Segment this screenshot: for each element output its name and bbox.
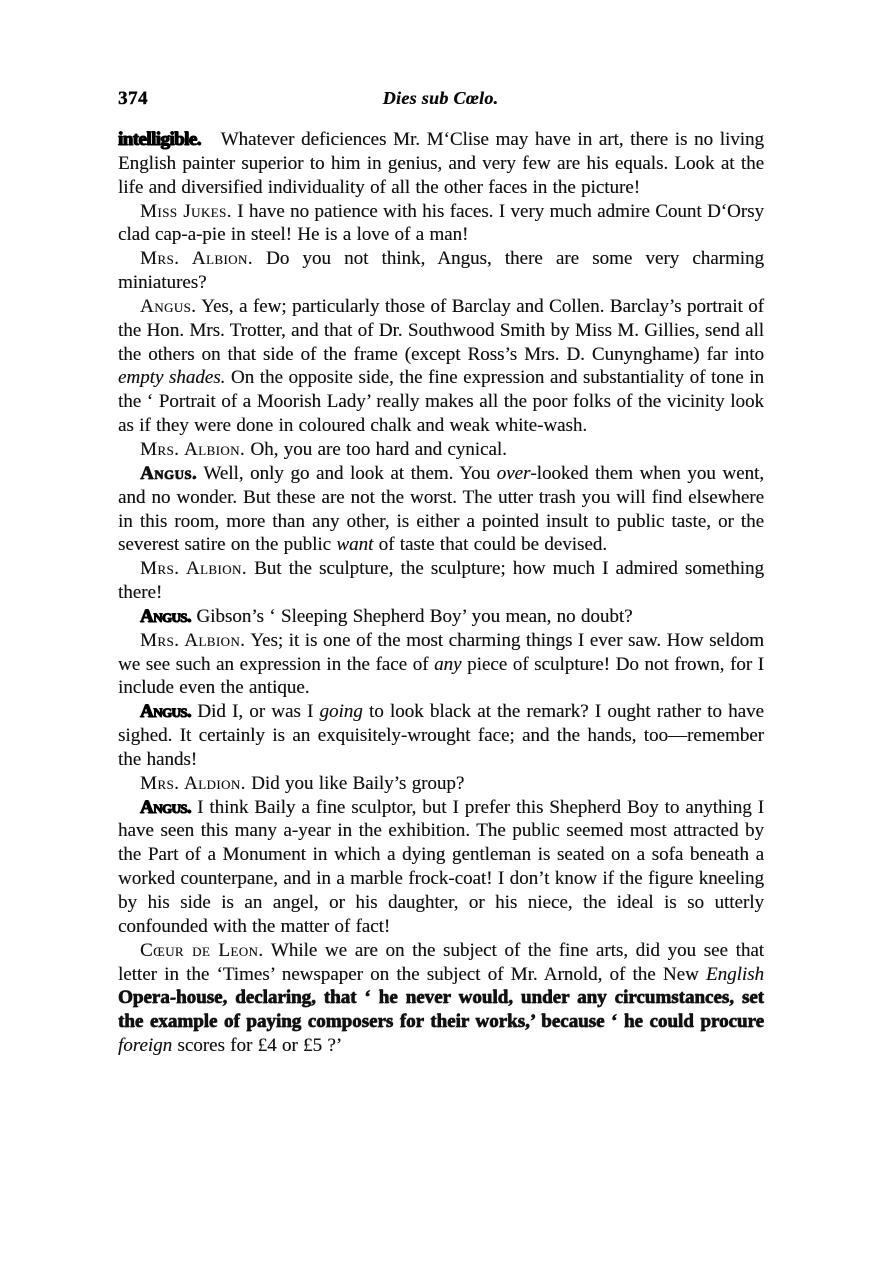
paragraph-2-text: I have no patience with his faces. I very much admire Count D‘Orsy clad cap-a-pie in steel! He is a love of a man! <box>118 200 764 246</box>
paragraph-1 <box>118 128 764 200</box>
paragraph-4-italic-empty-shades: empty shades. <box>118 367 226 389</box>
speaker-coeur-de-leon: Cœur de Leon. <box>140 939 264 961</box>
paragraph-10-text-b: to look black at the remark? I ought rather to have sighed. It certainly is an exquisitely-wrought face; and the hands, too—remember the hands! <box>118 701 764 770</box>
paragraph-13-italic-english: English <box>706 963 764 985</box>
speaker-angus: Angus. <box>140 295 197 317</box>
paragraph-6-italic-want: want <box>336 534 374 556</box>
paragraph-5-text: Oh, you are too hard and cynical. <box>250 438 507 460</box>
paragraph-13-italic-foreign: foreign <box>118 1035 173 1057</box>
paragraph-1-text: Whatever deficiences Mr. M‘Clise may have in art, there is no living English painter superior to him in genius, and very few are his equals. Look at the life and diversified individuality of all the other faces in the picture! <box>118 129 764 198</box>
speaker-mrs-albion: Mrs. Albion. <box>140 438 246 460</box>
paragraph-9-italic-any: any <box>434 653 462 675</box>
paragraph-4 <box>118 295 764 438</box>
paragraph-8 <box>118 605 764 629</box>
running-head <box>118 88 763 114</box>
speaker-angus: Angus. <box>140 605 192 627</box>
paragraph-7 <box>118 557 764 605</box>
paragraph-11-text: Did you like Baily’s group? <box>251 772 465 794</box>
paragraph-10 <box>118 700 764 772</box>
paragraph-9 <box>118 629 764 701</box>
paragraph-13-text-b: Opera-house, declaring, that ‘ he never would, under any circumstances, set the example of paying composers for their works,’ because ‘ he could procure <box>118 987 764 1033</box>
speaker-angus: Angus. <box>140 796 192 818</box>
speaker-angus: Angus. <box>140 462 198 484</box>
speaker-mrs-albion: Mrs. Albion. <box>140 248 253 270</box>
speaker-mrs-aldion: Mrs. Aldion. <box>140 772 246 794</box>
paragraph-1-lead-word: intelligible. <box>118 129 201 150</box>
paragraph-6-italic-over: over <box>496 462 531 484</box>
running-title: Dies sub Cœlo. <box>382 88 499 108</box>
paragraph-11 <box>118 772 764 796</box>
body-text-block <box>118 128 764 1058</box>
paragraph-2 <box>118 200 764 248</box>
paragraph-13-text-c: scores for £4 or £5 ?’ <box>172 1035 343 1057</box>
paragraph-12 <box>118 796 764 939</box>
page-folio-number: 374 <box>118 88 148 109</box>
paragraph-5 <box>118 438 764 462</box>
paragraph-13 <box>118 939 764 1058</box>
paragraph-13-text-a: While we are on the subject of the fine arts, did you see that letter in the ‘Times’ newspaper on the subject of Mr. Arnold, of the New <box>118 939 764 985</box>
paragraph-7-text: But the sculpture, the sculpture; how much I admired something there! <box>118 558 764 604</box>
speaker-mrs-albion: Mrs. Albion. <box>140 629 246 651</box>
paragraph-10-text-a: Did I, or was I <box>197 701 320 723</box>
paragraph-9-text-b: piece of sculpture! Do not frown, for I include even the antique. <box>118 653 764 699</box>
paragraph-3 <box>118 247 764 295</box>
paragraph-4-text-a: Yes, a few; particularly those of Barclay and Collen. Barclay’s portrait of the Hon. Mrs. Trotter, and that of Dr. Southwood Smith by Miss M. Gillies, send all the others on that side of the frame (except Ross’s Mrs. D. Cunynghame) far into <box>118 295 764 365</box>
speaker-angus: Angus. <box>140 701 192 723</box>
paragraph-9-text-a: Yes; it is one of the most charming things I ever saw. How seldom we see such an expression in the face of <box>118 629 764 675</box>
paragraph-3-text: Do you not think, Angus, there are some very charming miniatures? <box>118 248 764 294</box>
paragraph-10-italic-going: going <box>319 701 363 723</box>
paragraph-6-text-a: Well, only go and look at them. You <box>203 462 497 484</box>
speaker-miss-jukes: Miss Jukes. <box>140 200 232 222</box>
paragraph-8-text: Gibson’s ‘ Sleeping Shepherd Boy’ you mean, no doubt? <box>196 605 633 627</box>
paragraph-6-text-b: -looked them when you went, and no wonder. But these are not the worst. The utter trash you will find elsewhere in this room, more than any other, is either a pointed insult to public taste, or the severest satire on the public <box>118 462 765 556</box>
paragraph-12-text: I think Baily a fine sculptor, but I prefer this Shepherd Boy to anything I have seen this many a-year in the exhibition. The public seemed most attracted by the Part of a Monument in which a dying gentleman is seated on a sofa beneath a worked counterpane, and in a marble frock-coat! I don’t know if the figure kneeling by his side is an angel, or his daughter, or his niece, the ideal is so utterly confounded with the matter of fact! <box>118 796 764 937</box>
paragraph-6 <box>118 462 764 557</box>
speaker-mrs-albion: Mrs. Albion. <box>140 558 247 580</box>
paragraph-6-text-c: of taste that could be devised. <box>373 534 608 556</box>
paragraph-4-text-b: On the opposite side, the fine expression and substantiality of tone in the ‘ Portrait of a Moorish Lady’ really makes all the poor folks of the vicinity look as if they were done in coloured chalk and weak white-wash. <box>118 367 764 437</box>
